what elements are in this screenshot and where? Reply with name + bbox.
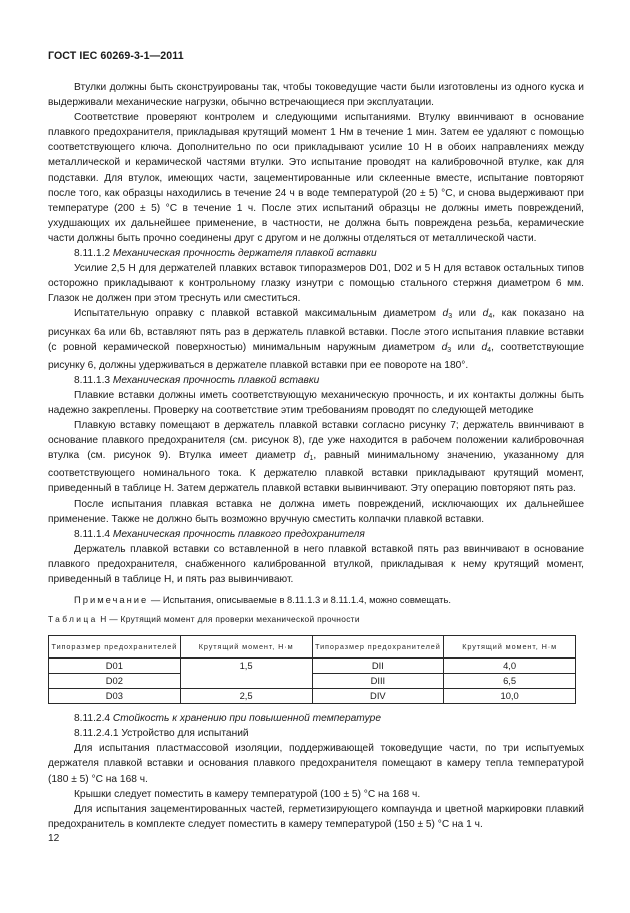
section-heading bbox=[48, 711, 584, 726]
paragraph: После испытания плавкая вставка не должна иметь повреждений, исключающих их дальнейшее применение. Также не должно быть возможно вручную сместить колпачки плавкой вставки. bbox=[48, 498, 584, 525]
table-cell: 6,5 bbox=[444, 674, 576, 689]
page-body bbox=[48, 80, 584, 832]
table-cell: 2,5 bbox=[180, 689, 312, 704]
note-text: — Испытания, описываемые в 8.11.1.3 и 8.11.1.4, можно совмещать. bbox=[148, 594, 451, 606]
section-title: Стойкость к хранению при повышенной температуре bbox=[112, 713, 381, 725]
section-heading bbox=[48, 246, 584, 261]
table-cell: 1,5 bbox=[180, 658, 312, 689]
page-number: 12 bbox=[48, 833, 60, 844]
section-number: 8.11.1.2 bbox=[74, 248, 111, 260]
note-lead: Примечание bbox=[74, 594, 149, 606]
column-header: Типоразмер предохранителей bbox=[312, 636, 444, 659]
column-header: Крутящий момент, Н·м bbox=[180, 636, 312, 659]
table-row bbox=[49, 674, 576, 689]
section-title: Механическая прочность плавкой вставки bbox=[112, 374, 320, 386]
table-cell: 4,0 bbox=[444, 658, 576, 674]
subsection-heading: 8.11.2.4.1 Устройство для испытаний bbox=[74, 728, 249, 740]
table-cell: 10,0 bbox=[444, 689, 576, 704]
section-number: 8.11.1.3 bbox=[74, 374, 111, 386]
table-cell: D02 bbox=[49, 674, 181, 689]
table-cell: D01 bbox=[49, 658, 181, 674]
section-number: 8.11.1.4 bbox=[74, 528, 111, 540]
note bbox=[48, 592, 584, 607]
section-heading bbox=[48, 373, 584, 388]
table-cell: D03 bbox=[49, 689, 181, 704]
paragraph: Испытательную оправку с плавкой вставкой максимальным диаметром $d_3$ или $d_4$, как показано на рисунках 6a или 6b, вставляют пять раз в держатель плавкой вставки. После этого испытания плавкие вставки (с ровной керамической поверхностью) минимальным наружным диаметром $d_3$ или $d_4$, соответствующие рисунку 6, должны удерживаться в держателе плавкой вставки при ее повороте на 180°. bbox=[48, 308, 584, 371]
section-title: Механическая прочность плавкого предохранителя bbox=[112, 528, 365, 540]
column-header: Типоразмер предохранителей bbox=[49, 636, 181, 659]
paragraph: Усилие 2,5 Н для держателей плавких вставок типоразмеров D01, D02 и 5 Н для вставок остальных типов осторожно прикладывают к контрольному глазку изнутри с помощью стального стержня диаметром 6 мм. Глазок не должен при этом треснуть или сместиться. bbox=[48, 263, 584, 305]
paragraph: Соответствие проверяют контролем и следующими испытаниями. Втулку ввинчивают в основание плавкого предохранителя, прикладывая крутящий момент 1 Нм в течение 1 мин. Затем ее удаляют с помощью соответствующего ключа. Дополнительно по оси прикладывают усилие 10 Н в обоих направлениях между металлической и керамической частями втулки. Это испытание проводят на калибровочной втулке, как для подставки. Для втулок, имеющих части, зацементированные или склеенные вместе, испытание повторяют после того, как образцы находились в течение 24 ч в воде температурой (20 ± 5) °C, и снова выдерживают при температуре (200 ± 5) °C в течение 1 ч. После этих испытаний образцы не должны иметь повреждений, ухудшающих их дальнейшее применение, в частности, не должна быть повреждена резьба, керамические части должны быть прочно соединены друг с другом и не должны отделяться от металлической части. bbox=[48, 112, 584, 244]
section-heading bbox=[48, 527, 584, 542]
table-header-row bbox=[49, 636, 576, 659]
paragraph: Для испытания пластмассовой изоляции, поддерживающей токоведущие части, по три испытуемых держателя плавкой вставки и основания плавкого предохранителя помещают в камеру тепла температурой (180 ± 5) °C на 168 ч. bbox=[48, 743, 584, 785]
table-caption: Таблица Н — Крутящий момент для проверки механической прочности bbox=[48, 614, 360, 625]
table-row bbox=[49, 658, 576, 674]
paragraph: Держатель плавкой вставки со вставленной в него плавкой вставкой пять раз ввинчивают в основание плавкого предохранителя, снабженного калиброванной втулкой, прикладывая к нему крутящий момент, приведенный в таблице Н, и пять раз вывинчивают. bbox=[48, 543, 584, 585]
section-title: Механическая прочность держателя плавкой вставки bbox=[112, 248, 377, 260]
table-row bbox=[49, 689, 576, 704]
section-number: 8.11.2.4 bbox=[74, 713, 111, 725]
standard-header: ГОСТ IEC 60269-3-1—2011 bbox=[48, 50, 184, 62]
table-cell: DIII bbox=[312, 674, 444, 689]
paragraph: Плавкие вставки должны иметь соответствующую механическую прочность, и их контакты должны быть надежно закреплены. Проверку на соответствие этим требованиям проводят по следующей методике bbox=[48, 389, 584, 416]
column-header: Крутящий момент, Н·м bbox=[444, 636, 576, 659]
table-cell: DII bbox=[312, 658, 444, 674]
paragraph: Для испытания зацементированных частей, герметизирующего компаунда и цветной маркировки плавкий предохранитель в комплекте следует поместить в камеру температурой (150 ± 5) °C на 1 ч. bbox=[48, 803, 584, 830]
paragraph: Крышки следует поместить в камеру температурой (100 ± 5) °C на 168 ч. bbox=[74, 788, 421, 800]
paragraph: Втулки должны быть сконструированы так, чтобы токоведущие части были изготовлены из одного куска и выдерживали механические нагрузки, обычно встречающиеся при эксплуатации. bbox=[48, 82, 584, 109]
torque-table bbox=[48, 635, 576, 704]
paragraph: Плавкую вставку помещают в держатель плавкой вставки согласно рисунку 7; держатель ввинчивают в основание плавкого предохранителя (см. рисунок 8), где уже находится в рабочем положении калибровочная втулка (см. рисунок 9). Втулка имеет диаметр $d_1$, равный минимальному значению, указанному для соответствующего номинального тока. К держателю плавкой вставки прикладывают крутящий момент, приведенный в таблице Н. Затем держатель плавкой вставки вывинчивают. Эту операцию повторяют пять раз. bbox=[48, 420, 584, 495]
table-cell: DIV bbox=[312, 689, 444, 704]
